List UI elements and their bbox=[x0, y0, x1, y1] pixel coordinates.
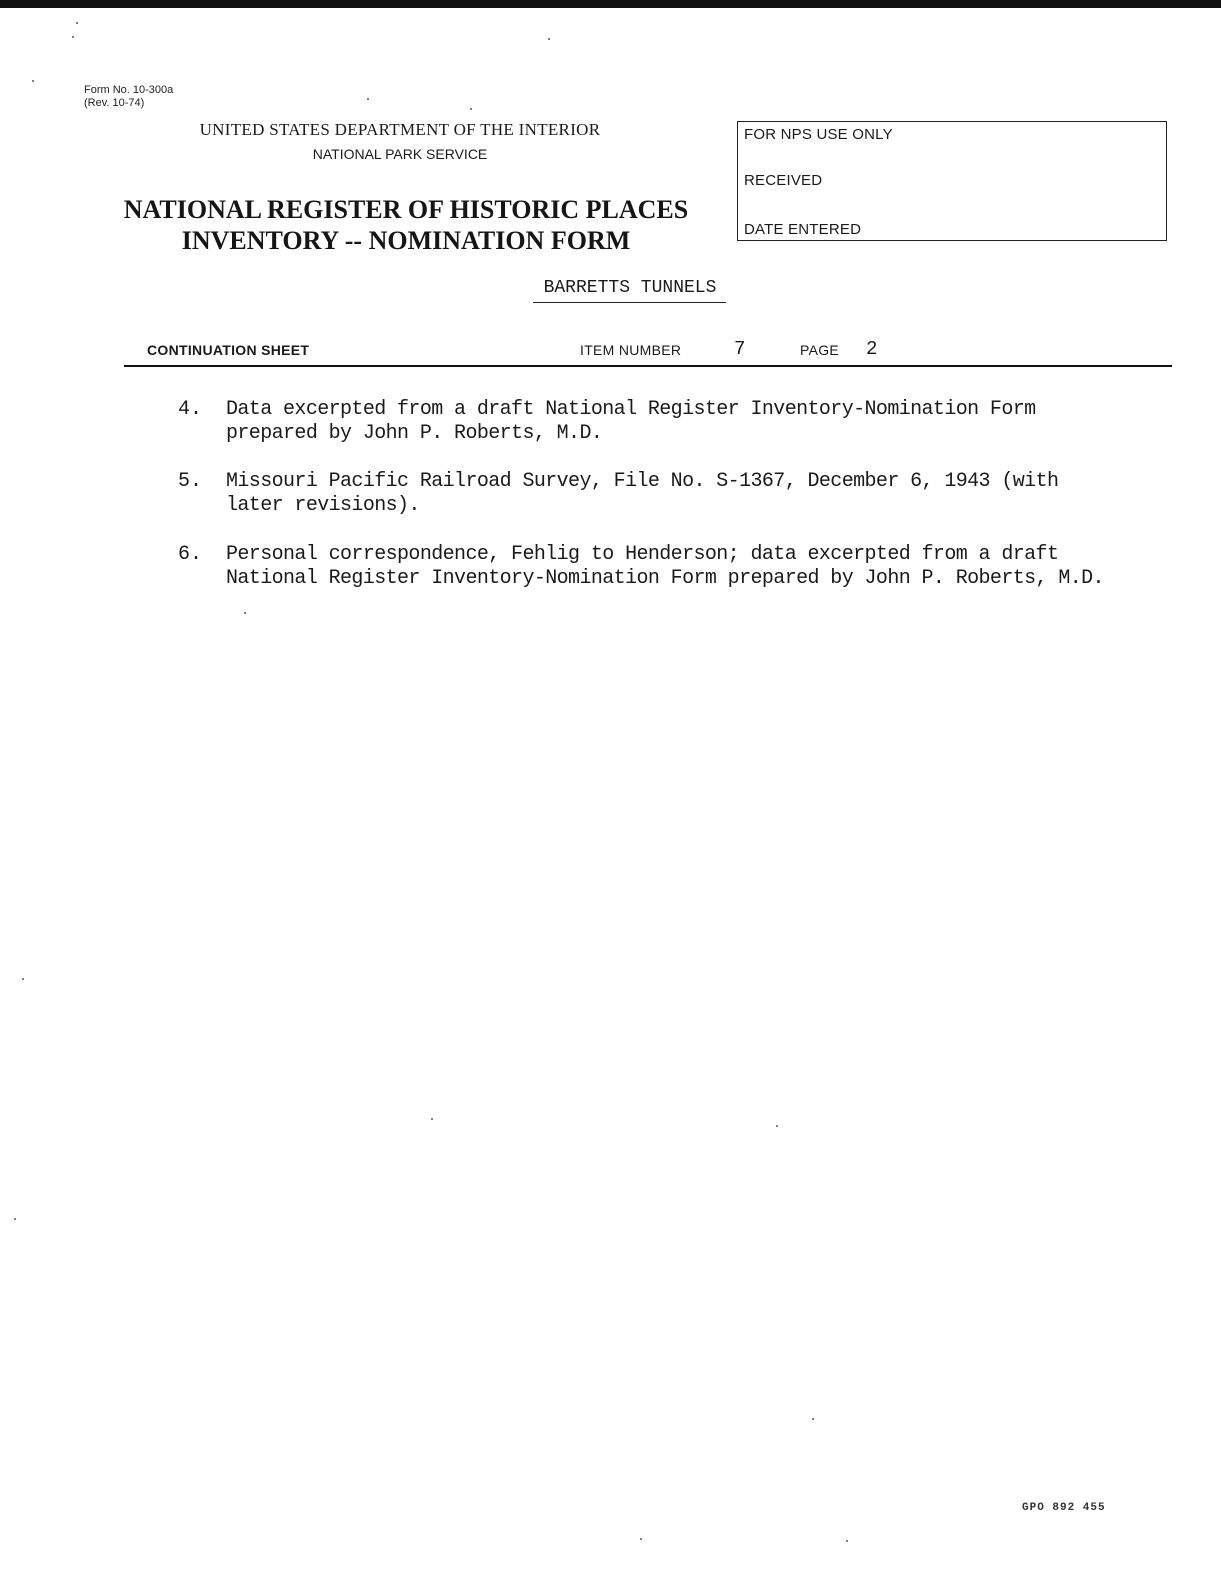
form-title-line-2: INVENTORY -- NOMINATION FORM bbox=[181, 226, 631, 255]
scan-speck bbox=[14, 1218, 16, 1220]
item-number-value: 7 bbox=[734, 338, 746, 360]
scan-speck bbox=[846, 1540, 848, 1542]
scan-speck bbox=[244, 612, 246, 614]
item-number-label: ITEM NUMBER bbox=[580, 342, 682, 358]
scan-speck bbox=[812, 1418, 814, 1420]
page-value: 2 bbox=[866, 338, 878, 360]
form-number-block bbox=[84, 84, 173, 110]
form-title bbox=[86, 194, 726, 256]
agency-name: NATIONAL PARK SERVICE bbox=[312, 146, 488, 162]
property-name-underline bbox=[533, 302, 726, 303]
continuation-sheet-label: CONTINUATION SHEET bbox=[147, 342, 310, 358]
gpo-printing-code: GPO 892 455 bbox=[1022, 1502, 1106, 1514]
form-title-line-1: NATIONAL REGISTER OF HISTORIC PLACES bbox=[123, 195, 689, 224]
page-top-border bbox=[0, 0, 1221, 8]
scan-speck bbox=[776, 1125, 778, 1127]
department-name: UNITED STATES DEPARTMENT OF THE INTERIOR bbox=[199, 120, 601, 139]
scan-speck bbox=[548, 38, 550, 40]
header-divider bbox=[124, 365, 1172, 367]
form-revision: (Rev. 10-74) bbox=[84, 97, 145, 109]
scan-speck bbox=[431, 1118, 433, 1120]
property-name: BARRETTS TUNNELS bbox=[543, 278, 717, 298]
scan-speck bbox=[470, 108, 472, 110]
nps-use-only-box bbox=[737, 121, 1167, 241]
page-label: PAGE bbox=[800, 342, 840, 358]
date-entered-label: DATE ENTERED bbox=[744, 221, 862, 238]
footnote-text: Data excerpted from a draft National Register Inventory-Nomination Form prepared by John P. Roberts, M.D. bbox=[226, 398, 1036, 445]
footnote-number: 5. bbox=[178, 470, 203, 493]
received-label: RECEIVED bbox=[744, 172, 823, 189]
scan-speck bbox=[22, 978, 24, 980]
form-number: Form No. 10-300a bbox=[84, 84, 174, 96]
footnote-number: 4. bbox=[178, 398, 203, 421]
nps-box-heading: FOR NPS USE ONLY bbox=[744, 126, 893, 143]
scan-speck bbox=[640, 1538, 642, 1540]
scan-speck bbox=[72, 36, 74, 38]
scan-speck bbox=[76, 22, 78, 24]
footnote-number: 6. bbox=[178, 543, 203, 566]
scan-speck bbox=[367, 98, 369, 100]
footnote-text: Personal correspondence, Fehlig to Henderson; data excerpted from a draft National Register Inventory-Nomination Form prepared by John P. Roberts, M.D. bbox=[226, 543, 1104, 590]
scan-speck bbox=[32, 80, 34, 82]
footnote-text: Missouri Pacific Railroad Survey, File No. S-1367, December 6, 1943 (with later revisions). bbox=[226, 470, 1059, 517]
